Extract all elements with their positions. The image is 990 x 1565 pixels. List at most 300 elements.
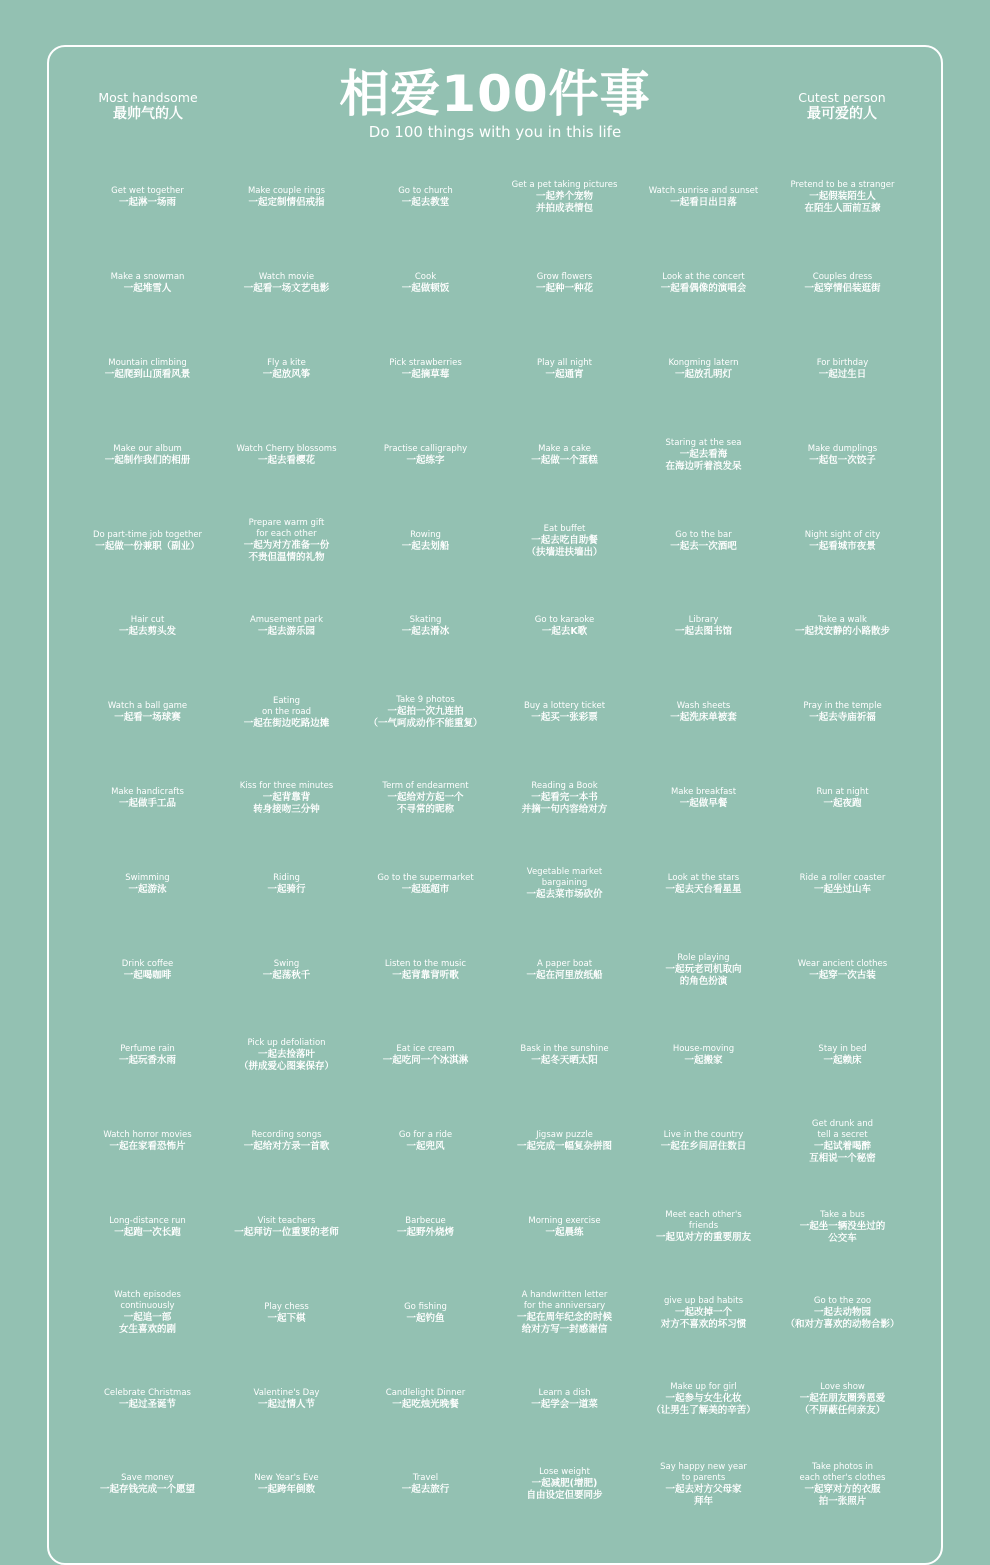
thing-item	[495, 498, 634, 584]
thing-chinese-text: 一起跨年倒数	[257, 1484, 315, 1496]
thing-chinese-text: 一起在家看恐怖片	[109, 1141, 186, 1153]
thing-item	[356, 1270, 495, 1356]
thing-chinese-text: 一起荡秋千	[262, 969, 311, 981]
thing-chinese-text: 自由设定但要同步	[526, 1490, 603, 1502]
thing-item	[495, 1270, 634, 1356]
thing-chinese-text: 一起看城市夜景	[809, 540, 876, 552]
thing-english-text: Eat ice cream	[396, 1044, 455, 1055]
thing-item	[356, 1099, 495, 1185]
thing-item	[634, 155, 773, 241]
thing-chinese-text: 一起去一次酒吧	[670, 540, 737, 552]
thing-item	[356, 670, 495, 756]
thing-item	[773, 670, 912, 756]
thing-chinese-text: 一起练字	[406, 454, 445, 466]
thing-chinese-text: 一起做一个蛋糕	[531, 454, 598, 466]
thing-english-text: Take 9 photos	[396, 695, 455, 706]
thing-chinese-text: 一起穿对方的衣服	[804, 1483, 881, 1495]
thing-item	[773, 841, 912, 927]
thing-english-text: Watch a ball game	[107, 701, 188, 712]
thing-chinese-text: 一起参与女生化妆	[665, 1392, 742, 1404]
thing-chinese-text: 一起种一种花	[535, 283, 593, 295]
thing-chinese-text: 一起做早餐	[679, 797, 728, 809]
thing-item	[773, 1185, 912, 1271]
thing-english-text: Say happy new year	[660, 1461, 747, 1472]
thing-chinese-text: 一起存钱完成一个愿望	[99, 1484, 195, 1496]
thing-item	[773, 155, 912, 241]
thing-item	[217, 927, 356, 1013]
thing-item	[78, 756, 217, 842]
thing-chinese-text: 一起赖床	[823, 1055, 862, 1067]
thing-english-text: Go to the bar	[675, 529, 732, 540]
thing-item	[634, 1442, 773, 1528]
thing-item	[773, 498, 912, 584]
thing-item	[773, 1013, 912, 1099]
header-left-en: Most handsome	[98, 90, 198, 105]
thing-chinese-text: 一起追一部	[123, 1312, 172, 1324]
thing-chinese-text: 一起改掉一个	[674, 1306, 732, 1318]
page-title: 相爱100件事	[339, 65, 651, 123]
thing-english-text: For birthday	[816, 357, 869, 368]
thing-english-text: Skating	[409, 615, 442, 626]
thing-item	[78, 327, 217, 413]
thing-english-text: Long-distance run	[109, 1215, 186, 1226]
thing-item	[634, 1356, 773, 1442]
thing-english-text: Look at the concert	[662, 272, 745, 283]
thing-chinese-text: 一起过圣诞节	[118, 1398, 176, 1410]
thing-item	[217, 670, 356, 756]
thing-item	[356, 1442, 495, 1528]
thing-item	[217, 1270, 356, 1356]
thing-english-text: Swimming	[125, 872, 170, 883]
thing-item	[78, 670, 217, 756]
thing-item	[495, 927, 634, 1013]
thing-chinese-text: 转身接吻三分钟	[253, 803, 320, 815]
thing-chinese-text: 一起给对方录一首歌	[243, 1141, 330, 1153]
thing-item	[773, 1099, 912, 1185]
thing-chinese-text: （不屏蔽任何亲友）	[799, 1404, 886, 1416]
thing-english-text: Learn a dish	[538, 1387, 591, 1398]
thing-chinese-text: 一起找安静的小路散步	[794, 626, 890, 638]
thing-english-text: bargaining	[541, 878, 588, 889]
thing-english-text: Morning exercise	[528, 1215, 601, 1226]
thing-english-text: Library	[688, 615, 719, 626]
thing-item	[773, 412, 912, 498]
thing-item	[356, 927, 495, 1013]
thing-english-text: Take photos in	[812, 1461, 873, 1472]
thing-chinese-text: 一起假装陌生人	[809, 191, 876, 203]
thing-item	[356, 498, 495, 584]
thing-english-text: continuously	[120, 1301, 175, 1312]
thing-english-text: Eat buffet	[543, 523, 586, 534]
thing-chinese-text: 一起定制情侣戒指	[248, 197, 325, 209]
thing-item	[78, 1185, 217, 1271]
thing-english-text: Watch movie	[258, 272, 315, 283]
thing-chinese-text: 一起野外烧烤	[396, 1226, 454, 1238]
thing-chinese-text: 一起去寺庙祈福	[809, 712, 876, 724]
thing-item	[495, 1099, 634, 1185]
thing-chinese-text: 一起在街边吃路边摊	[243, 717, 330, 729]
thing-english-text: Look at the stars	[667, 872, 740, 883]
thing-english-text: Meet each other's	[665, 1210, 742, 1221]
thing-english-text: Eating	[272, 695, 301, 706]
thing-english-text: Prepare warm gift	[248, 518, 325, 529]
thing-chinese-text: 一起去K歌	[541, 626, 588, 638]
thing-item	[634, 1099, 773, 1185]
thing-item	[773, 327, 912, 413]
thing-chinese-text: 一起看一场文艺电影	[243, 283, 330, 295]
thing-english-text: Do part-time job together	[92, 529, 203, 540]
thing-english-text: Make couple rings	[247, 186, 326, 197]
thing-english-text: Jigsaw puzzle	[536, 1130, 593, 1141]
thing-chinese-text: 一起背靠背	[262, 791, 311, 803]
thing-english-text: Make a cake	[538, 443, 591, 454]
thing-english-text: Go to the zoo	[813, 1295, 872, 1306]
thing-item	[78, 1270, 217, 1356]
thing-chinese-text: 一起过生日	[818, 368, 867, 380]
thing-english-text: Drink coffee	[121, 958, 174, 969]
thing-item	[217, 498, 356, 584]
thing-chinese-text: 一起去动物园	[813, 1306, 871, 1318]
thing-item	[356, 327, 495, 413]
thing-item	[773, 756, 912, 842]
thing-chinese-text: 一起夜跑	[823, 797, 862, 809]
thing-chinese-text: 一起穿情侣装逛街	[804, 283, 881, 295]
thing-item	[495, 1185, 634, 1271]
thing-item	[634, 412, 773, 498]
thing-item	[495, 412, 634, 498]
thing-item	[78, 1099, 217, 1185]
thing-english-text: A paper boat	[536, 958, 593, 969]
thing-chinese-text: 公交车	[828, 1232, 857, 1244]
thing-chinese-text: 一起骑行	[267, 883, 306, 895]
thing-english-text: for each other	[256, 529, 317, 540]
thing-english-text: for the anniversary	[523, 1301, 606, 1312]
thing-chinese-text: 在海边听着浪发呆	[665, 460, 742, 472]
thing-chinese-text: 一起学会一道菜	[531, 1398, 598, 1410]
thing-chinese-text: 一起玩香水雨	[118, 1055, 176, 1067]
thing-item	[356, 1185, 495, 1271]
header-right-zh: 最可爱的人	[807, 106, 877, 122]
thing-chinese-text: 一起搬家	[684, 1055, 723, 1067]
thing-chinese-text: 一起做顿饭	[401, 283, 450, 295]
thing-chinese-text: 一起去旅行	[401, 1484, 450, 1496]
thing-chinese-text: 一起冬天晒太阳	[531, 1055, 598, 1067]
thing-chinese-text: 一起去对方父母家	[665, 1483, 742, 1495]
thing-item	[217, 756, 356, 842]
thing-english-text: Kiss for three minutes	[239, 780, 334, 791]
thing-chinese-text: 一起去剪头发	[118, 626, 176, 638]
thing-chinese-text: 一起看偶像的演唱会	[660, 283, 747, 295]
thing-chinese-text: 一起去菜市场砍价	[526, 889, 603, 901]
thing-chinese-text: 一起逛超市	[401, 883, 450, 895]
thing-english-text: Candlelight Dinner	[385, 1387, 466, 1398]
thing-chinese-text: 一起去天台看星星	[665, 883, 742, 895]
thing-english-text: Go for a ride	[398, 1130, 453, 1141]
thing-english-text: Recording songs	[251, 1130, 322, 1141]
thing-english-text: Pray in the temple	[803, 701, 882, 712]
thing-english-text: Hair cut	[130, 615, 165, 626]
thing-chinese-text: 一起通宵	[545, 368, 584, 380]
thing-item	[773, 584, 912, 670]
thing-chinese-text: 对方不喜欢的坏习惯	[660, 1318, 747, 1330]
thing-chinese-text: 一起包一次饺子	[809, 454, 876, 466]
thing-chinese-text: 一起去游乐园	[257, 626, 315, 638]
thing-item	[773, 1442, 912, 1528]
thing-english-text: Make breakfast	[670, 786, 737, 797]
thing-english-text: A handwritten letter	[521, 1290, 608, 1301]
thing-chinese-text: 一起看一场球赛	[114, 712, 181, 724]
thing-item	[495, 327, 634, 413]
thing-item	[217, 412, 356, 498]
thing-chinese-text: 一起看日出日落	[670, 197, 737, 209]
thing-english-text: Staring at the sea	[665, 437, 742, 448]
thing-item	[356, 1356, 495, 1442]
thing-chinese-text: 一起去滑冰	[401, 626, 450, 638]
thing-item	[356, 1013, 495, 1099]
thing-english-text: Go to church	[398, 186, 453, 197]
thing-english-text: Cook	[414, 272, 437, 283]
thing-item	[495, 1356, 634, 1442]
thing-english-text: Pick strawberries	[389, 357, 462, 368]
thing-item	[217, 155, 356, 241]
thing-chinese-text: 拍一张照片	[818, 1495, 867, 1507]
thing-chinese-text: 一起买一张彩票	[531, 712, 598, 724]
thing-item	[495, 756, 634, 842]
thing-english-text: Watch episodes	[114, 1290, 181, 1301]
thing-item	[78, 841, 217, 927]
thing-chinese-text: 一起看完一本书	[531, 791, 598, 803]
thing-english-text: tell a secret	[817, 1129, 868, 1140]
thing-item	[78, 1356, 217, 1442]
thing-chinese-text: 并摘一句内容给对方	[521, 803, 608, 815]
thing-item	[356, 155, 495, 241]
thing-english-text: Practise calligraphy	[383, 443, 468, 454]
thing-english-text: Take a bus	[820, 1209, 865, 1220]
thing-item	[495, 584, 634, 670]
thing-item	[495, 670, 634, 756]
thing-english-text: Pretend to be a stranger	[790, 180, 895, 191]
thing-chinese-text: 一起拜访一位重要的老师	[234, 1226, 339, 1238]
thing-english-text: Rowing	[410, 529, 441, 540]
thing-chinese-text: （和对方喜欢的动物合影）	[785, 1318, 900, 1330]
thing-item	[773, 241, 912, 327]
thing-chinese-text: 一起放孔明灯	[674, 368, 732, 380]
thing-chinese-text: 拜年	[693, 1495, 713, 1507]
header-left	[68, 90, 228, 122]
thing-chinese-text: 一起完成一幅复杂拼图	[516, 1141, 612, 1153]
thing-item	[773, 927, 912, 1013]
thing-chinese-text: 一起摘草莓	[401, 368, 450, 380]
thing-chinese-text: 的角色扮演	[679, 975, 728, 987]
thing-chinese-text: 一起去划船	[401, 540, 450, 552]
thing-english-text: Lose weight	[539, 1467, 590, 1478]
thing-chinese-text: 一起钓鱼	[406, 1312, 445, 1324]
thing-chinese-text: （拼成爱心图案保存）	[238, 1061, 334, 1073]
thing-chinese-text: 一起在朋友圈秀恩爱	[799, 1392, 886, 1404]
thing-item	[356, 584, 495, 670]
thing-chinese-text: 一起淋一场雨	[118, 197, 176, 209]
thing-english-text: to parents	[681, 1472, 726, 1483]
thing-item	[634, 498, 773, 584]
thing-item	[634, 841, 773, 927]
thing-chinese-text: 一起洗床单被套	[670, 712, 737, 724]
thing-english-text: Go fishing	[404, 1301, 447, 1312]
thing-item	[356, 756, 495, 842]
thing-chinese-text: 一起喝咖啡	[123, 969, 172, 981]
thing-english-text: Watch sunrise and sunset	[648, 186, 759, 197]
thing-english-text: Fly a kite	[267, 357, 306, 368]
thing-chinese-text: 一起坐一辆没坐过的	[799, 1220, 886, 1232]
page-subtitle: Do 100 things with you in this life	[368, 123, 622, 141]
thing-english-text: Wash sheets	[676, 701, 731, 712]
thing-item	[217, 1013, 356, 1099]
thing-english-text: Swing	[273, 958, 300, 969]
thing-item	[634, 1270, 773, 1356]
thing-english-text: Couples dress	[812, 272, 873, 283]
thing-english-text: Night sight of city	[804, 529, 881, 540]
thing-item	[217, 327, 356, 413]
thing-english-text: Play chess	[264, 1301, 309, 1312]
thing-chinese-text: 一起去图书馆	[674, 626, 732, 638]
thing-chinese-text: 一起兜风	[406, 1141, 445, 1153]
thing-chinese-text: 一起跑一次长跑	[114, 1226, 181, 1238]
thing-chinese-text: 一起去教堂	[401, 197, 450, 209]
thing-chinese-text: 一起过情人节	[257, 1398, 315, 1410]
thing-chinese-text: 一起试着喝醉	[813, 1140, 871, 1152]
thing-english-text: Live in the country	[663, 1130, 744, 1141]
thing-item	[78, 1442, 217, 1528]
things-grid	[78, 155, 912, 1528]
header-left-zh: 最帅气的人	[113, 106, 183, 122]
thing-english-text: Term of endearment	[382, 780, 469, 791]
thing-chinese-text: 一起拍一次九连拍	[387, 706, 464, 718]
thing-item	[78, 1013, 217, 1099]
thing-english-text: Grow flowers	[536, 272, 593, 283]
thing-english-text: Get drunk and	[811, 1118, 874, 1129]
thing-english-text: Reading a Book	[531, 780, 598, 791]
thing-item	[634, 241, 773, 327]
thing-chinese-text: 一起在周年纪念的时候	[516, 1312, 612, 1324]
thing-chinese-text: 一起下棋	[267, 1312, 306, 1324]
thing-english-text: Watch horror movies	[103, 1130, 192, 1141]
thing-english-text: give up bad habits	[663, 1295, 744, 1306]
thing-chinese-text: 一起在河里放纸船	[526, 969, 603, 981]
thing-item	[773, 1356, 912, 1442]
thing-chinese-text: 女生喜欢的剧	[118, 1324, 176, 1336]
header-right	[762, 90, 922, 122]
thing-item	[78, 241, 217, 327]
thing-chinese-text: 不寻常的昵称	[396, 803, 454, 815]
thing-english-text: Riding	[273, 872, 300, 883]
thing-english-text: Amusement park	[249, 615, 324, 626]
thing-chinese-text: 一起制作我们的相册	[104, 454, 191, 466]
thing-english-text: House-moving	[672, 1044, 735, 1055]
thing-english-text: Bask in the sunshine	[520, 1044, 609, 1055]
thing-item	[217, 1099, 356, 1185]
thing-chinese-text: 一起玩老司机取向	[665, 963, 742, 975]
thing-chinese-text: 一起见对方的重要朋友	[655, 1232, 751, 1244]
thing-item	[217, 1442, 356, 1528]
thing-english-text: Love show	[820, 1381, 865, 1392]
thing-english-text: Listen to the music	[384, 958, 467, 969]
thing-english-text: Go to the supermarket	[377, 872, 474, 883]
thing-chinese-text: 一起去看海	[679, 448, 728, 460]
thing-english-text: Valentine's Day	[253, 1387, 320, 1398]
thing-english-text: Get a pet taking pictures	[511, 180, 618, 191]
thing-english-text: Take a walk	[818, 615, 867, 626]
thing-english-text: Watch Cherry blossoms	[236, 443, 337, 454]
thing-chinese-text: 不贵但温情的礼物	[248, 552, 325, 564]
thing-item	[78, 412, 217, 498]
thing-chinese-text: 一起养个宠物	[535, 191, 593, 203]
thing-english-text: Pick up defoliation	[247, 1038, 326, 1049]
thing-item	[634, 756, 773, 842]
thing-english-text: Stay in bed	[818, 1044, 867, 1055]
thing-english-text: Go to karaoke	[534, 615, 595, 626]
thing-item	[78, 927, 217, 1013]
thing-chinese-text: 一起做一份兼职（副业）	[95, 540, 200, 552]
thing-item	[634, 1013, 773, 1099]
thing-chinese-text: 一起去捡落叶	[257, 1049, 315, 1061]
thing-chinese-text: 一起游泳	[128, 883, 167, 895]
thing-chinese-text: 一起减肥(增肥)	[531, 1478, 598, 1490]
thing-english-text: Make a snowman	[110, 272, 185, 283]
thing-chinese-text: 一起去吃自助餐	[531, 534, 598, 546]
thing-english-text: Celebrate Christmas	[104, 1387, 191, 1398]
thing-english-text: Role playing	[677, 952, 730, 963]
thing-chinese-text: 一起穿一次古装	[809, 969, 876, 981]
thing-item	[217, 241, 356, 327]
thing-item	[634, 327, 773, 413]
thing-chinese-text: 一起放风筝	[262, 368, 311, 380]
thing-english-text: Save money	[121, 1473, 174, 1484]
thing-english-text: Mountain climbing	[108, 357, 187, 368]
thing-chinese-text: 一起吃烛光晚餐	[392, 1398, 459, 1410]
thing-english-text: Travel	[412, 1473, 439, 1484]
thing-english-text: Barbecue	[405, 1215, 446, 1226]
thing-item	[495, 841, 634, 927]
thing-item	[78, 498, 217, 584]
thing-chinese-text: 一起吃同一个冰淇淋	[382, 1055, 469, 1067]
thing-chinese-text: 并拍成表情包	[535, 203, 593, 215]
thing-item	[634, 584, 773, 670]
thing-english-text: Vegetable market	[526, 867, 603, 878]
thing-chinese-text: 一起晨练	[545, 1226, 584, 1238]
thing-item	[78, 584, 217, 670]
thing-english-text: Ride a roller coaster	[799, 872, 886, 883]
thing-item	[773, 1270, 912, 1356]
thing-item	[217, 1356, 356, 1442]
thing-item	[634, 670, 773, 756]
thing-english-text: Buy a lottery ticket	[523, 701, 606, 712]
thing-chinese-text: 一起背靠背听歌	[392, 969, 459, 981]
thing-chinese-text: 一起坐过山车	[813, 883, 871, 895]
thing-english-text: Make handicrafts	[111, 786, 184, 797]
thing-chinese-text: （一气呵成动作不能重复）	[368, 718, 483, 730]
thing-chinese-text: 一起为对方准备一份	[243, 540, 330, 552]
thing-chinese-text: （让男生了解美的辛苦）	[651, 1404, 756, 1416]
thing-chinese-text: 一起爬到山顶看风景	[104, 368, 191, 380]
thing-item	[634, 927, 773, 1013]
thing-item	[217, 584, 356, 670]
thing-english-text: Kongming latern	[668, 357, 739, 368]
thing-item	[495, 1442, 634, 1528]
thing-english-text: Play all night	[537, 357, 592, 368]
thing-chinese-text: 一起做手工品	[118, 797, 176, 809]
thing-english-text: Visit teachers	[257, 1215, 316, 1226]
header-right-en: Cutest person	[798, 90, 886, 105]
thing-item	[495, 1013, 634, 1099]
